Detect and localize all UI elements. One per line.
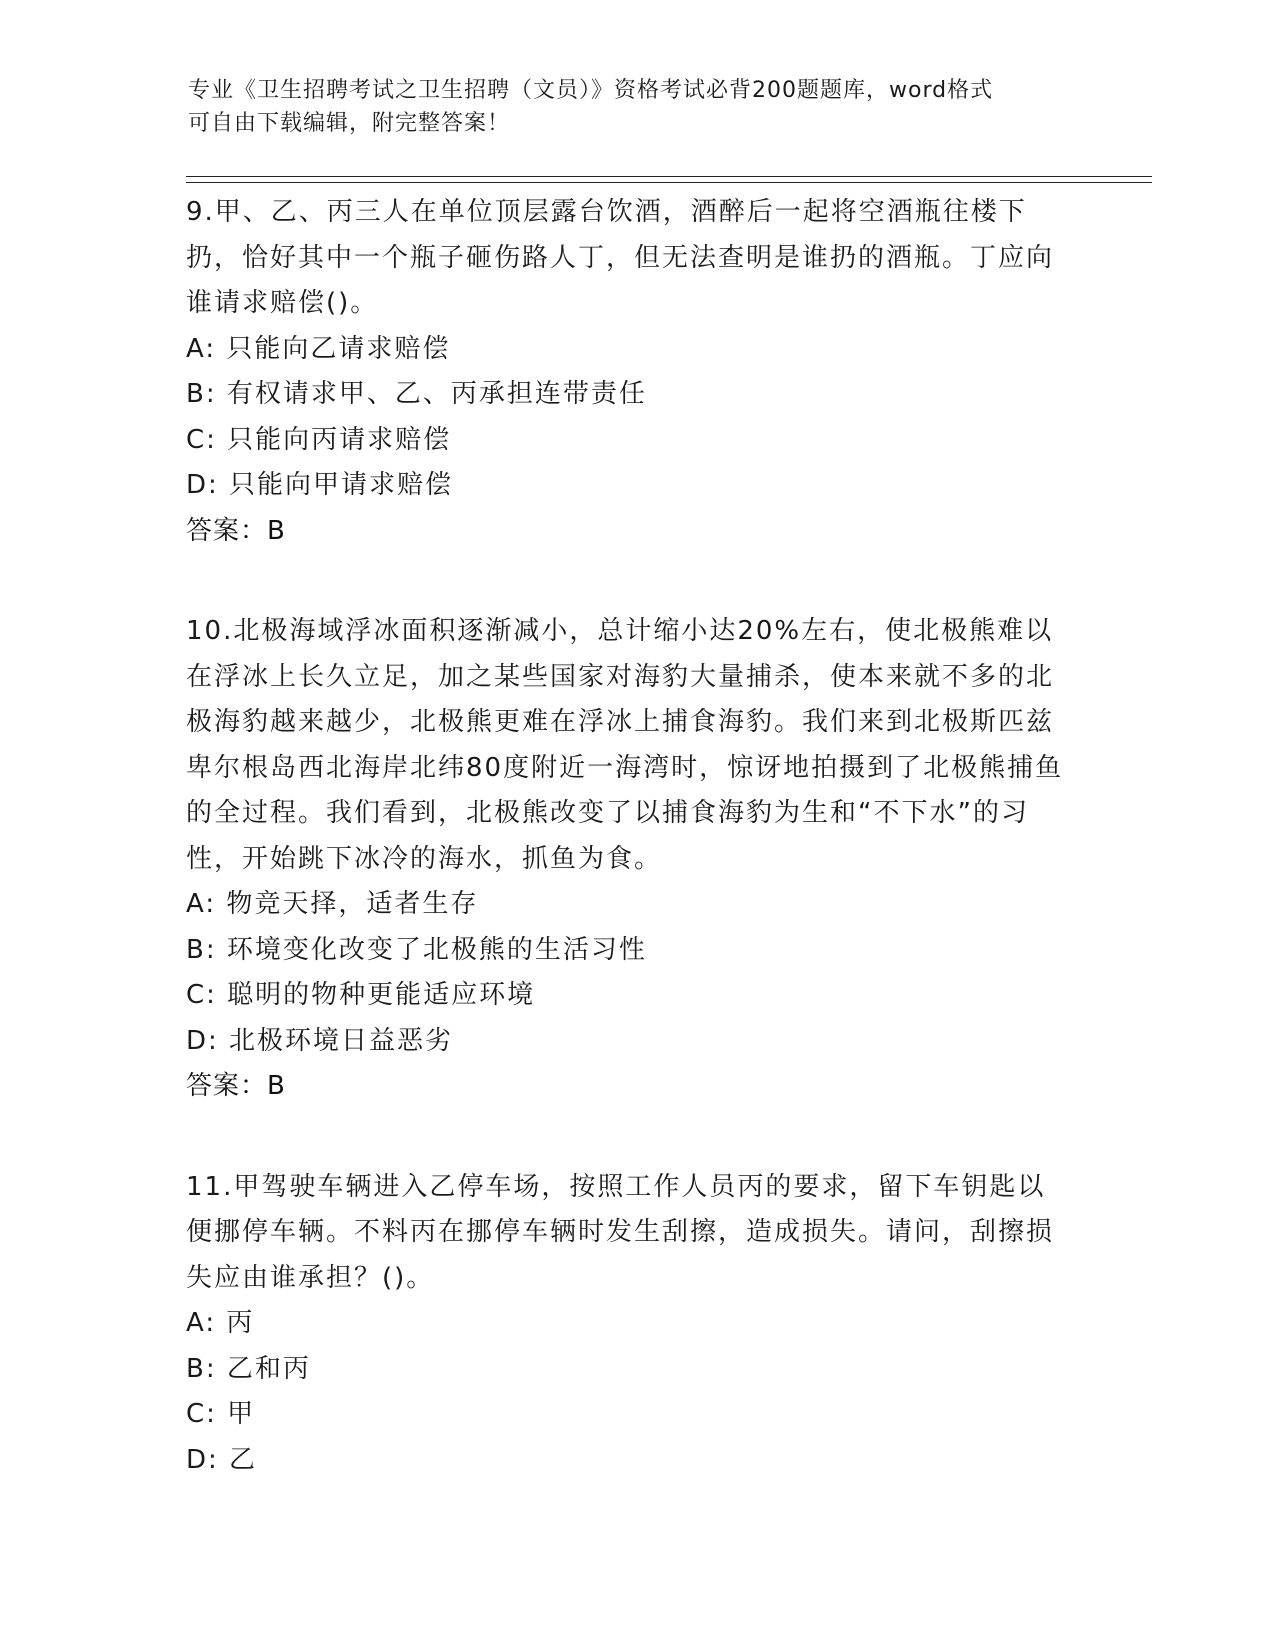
option-a: A: 丙 xyxy=(186,1308,255,1338)
option-b: B: 乙和丙 xyxy=(186,1353,311,1384)
header-title-line-2: 可自由下载编辑，附完整答案！ xyxy=(188,111,511,136)
answer-label: 答案：B xyxy=(186,1071,286,1101)
header-divider-bottom xyxy=(186,182,1152,183)
option-c: C: 甲 xyxy=(186,1399,256,1429)
header-divider-top xyxy=(186,176,1152,177)
option-b: B: 环境变化改变了北极熊的生活习性 xyxy=(186,934,647,965)
question-stem: 11.甲驾驶车辆进入乙停车场，按照工作人员丙的要求，留下车钥匙以便挪停车辆。不料丙在挪停车辆时发生刮擦，造成损失。请问，刮擦损失应由谁承担？()。 xyxy=(186,1171,1055,1293)
question-9 xyxy=(186,190,1066,554)
option-d: D: 只能向甲请求赔偿 xyxy=(186,470,454,500)
option-d: D: 北极环境日益恶劣 xyxy=(186,1025,454,1056)
document-header xyxy=(188,74,1068,140)
answer-label: 答案：B xyxy=(186,515,286,546)
option-a: A: 物竞天择，适者生存 xyxy=(186,889,479,919)
option-d: D: 乙 xyxy=(186,1444,258,1475)
option-b: B: 有权请求甲、乙、丙承担连带责任 xyxy=(186,379,647,409)
question-stem: 10.北极海域浮冰面积逐渐减小，总计缩小达20%左右，使北极熊难以在浮冰上长久立足，加之某些国家对海豹大量捕杀，使本来就不多的北极海豹越来越少，北极熊更难在浮冰上捕食海豹。我们来到北极斯匹兹卑尔根岛西北海岸北纬80度附近一海湾时，惊讶地拍摄到了北极熊捕鱼的全过程。我们看到，北极熊改变了以捕食海豹为生和“不下水”的习性，开始跳下冰冷的海水，抓鱼为食。 xyxy=(186,616,1064,874)
question-stem: 9.甲、乙、丙三人在单位顶层露台饮酒，酒醉后一起将空酒瓶往楼下扔，恰好其中一个瓶子砸伤路人丁，但无法查明是谁扔的酒瓶。丁应向谁请求赔偿()。 xyxy=(186,197,1055,318)
option-a: A: 只能向乙请求赔偿 xyxy=(186,333,451,364)
question-10 xyxy=(186,609,1066,1110)
question-list xyxy=(186,190,1066,1483)
option-c: C: 只能向丙请求赔偿 xyxy=(186,424,452,455)
header-title-line-1: 专业《卫生招聘考试之卫生招聘（文员）》资格考试必背200题题库，word格式 xyxy=(188,78,994,103)
option-c: C: 聪明的物种更能适应环境 xyxy=(186,980,536,1010)
question-11 xyxy=(186,1165,1066,1484)
